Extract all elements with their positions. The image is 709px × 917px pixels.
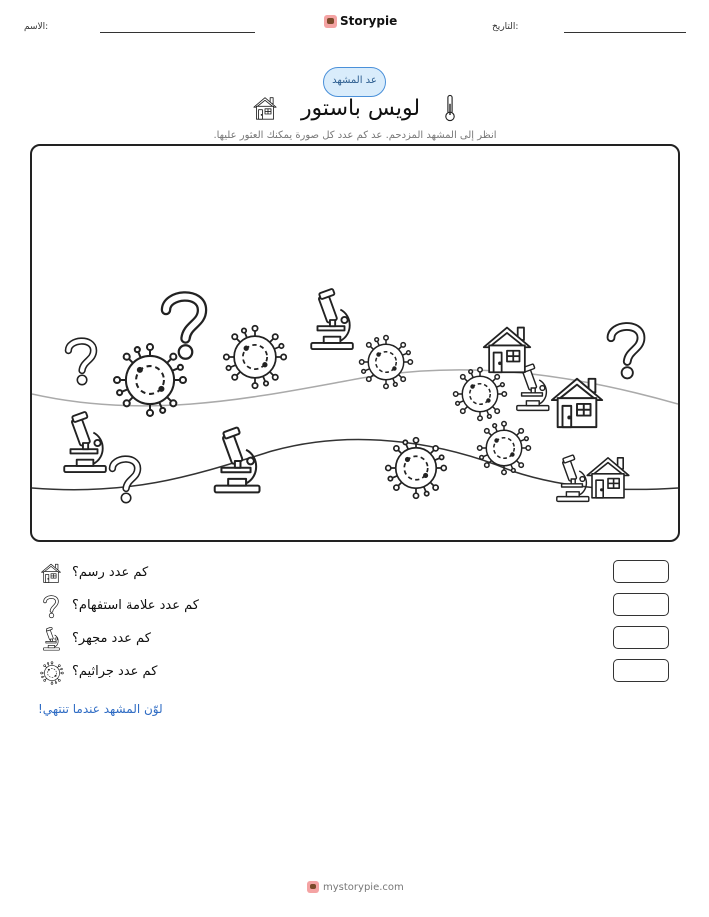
activity-badge: عد المشهد (323, 67, 386, 97)
germ-icon (40, 661, 64, 685)
title-row (252, 92, 457, 124)
scene-illustration (32, 146, 678, 540)
question-mark-icon (68, 341, 93, 385)
germ-icon (453, 367, 506, 420)
house-icon (484, 328, 530, 373)
microscope-icon (64, 412, 106, 473)
question-mark-icon (611, 326, 641, 378)
answer-box[interactable] (613, 593, 669, 616)
name-label: الاسم: (24, 22, 49, 32)
footer-url[interactable]: mystorypie.com (323, 881, 404, 893)
question-text: كم عدد علامة استفهام؟ (72, 598, 199, 613)
question-text: كم عدد جراثيم؟ (72, 664, 158, 679)
question-text: كم عدد رسم؟ (72, 565, 149, 580)
germ-icon (386, 438, 447, 499)
thermometer-icon (443, 93, 457, 123)
date-field-line[interactable] (564, 32, 686, 33)
storypie-logo-icon (307, 881, 319, 893)
date-label: التاريخ: (492, 22, 519, 32)
question-text: كم عدد مجهر؟ (72, 631, 151, 646)
microscope-icon (41, 627, 61, 651)
germ-icon (477, 421, 530, 474)
footer (307, 881, 404, 893)
house-icon (552, 379, 602, 427)
coloring-instruction: لوّن المشهد عندما تنتهي! (38, 702, 163, 716)
question-mark-icon (41, 593, 61, 619)
microscope-icon (311, 289, 353, 350)
answer-box[interactable] (613, 560, 669, 583)
house-icon (587, 458, 629, 498)
counting-scene (30, 144, 680, 542)
microscope-icon (557, 455, 589, 502)
house-icon (40, 562, 62, 584)
answer-box[interactable] (613, 626, 669, 649)
storypie-logo-icon (324, 15, 337, 28)
germ-icon (114, 344, 186, 416)
answer-box[interactable] (613, 659, 669, 682)
instructions: انظر إلى المشهد المزدحم. عد كم عدد كل صورة يمكنك العثور عليها. (213, 130, 497, 141)
house-icon (252, 96, 278, 120)
name-field-line[interactable] (100, 32, 255, 33)
germ-icon (224, 326, 286, 388)
brand-name: Storypie (340, 14, 398, 28)
page-title: لويس باستور (300, 95, 421, 121)
question-mark-icon (112, 459, 137, 503)
question-mark-icon (166, 296, 202, 358)
germ-icon (359, 335, 412, 388)
microscope-icon (215, 427, 260, 492)
brand (324, 14, 397, 28)
